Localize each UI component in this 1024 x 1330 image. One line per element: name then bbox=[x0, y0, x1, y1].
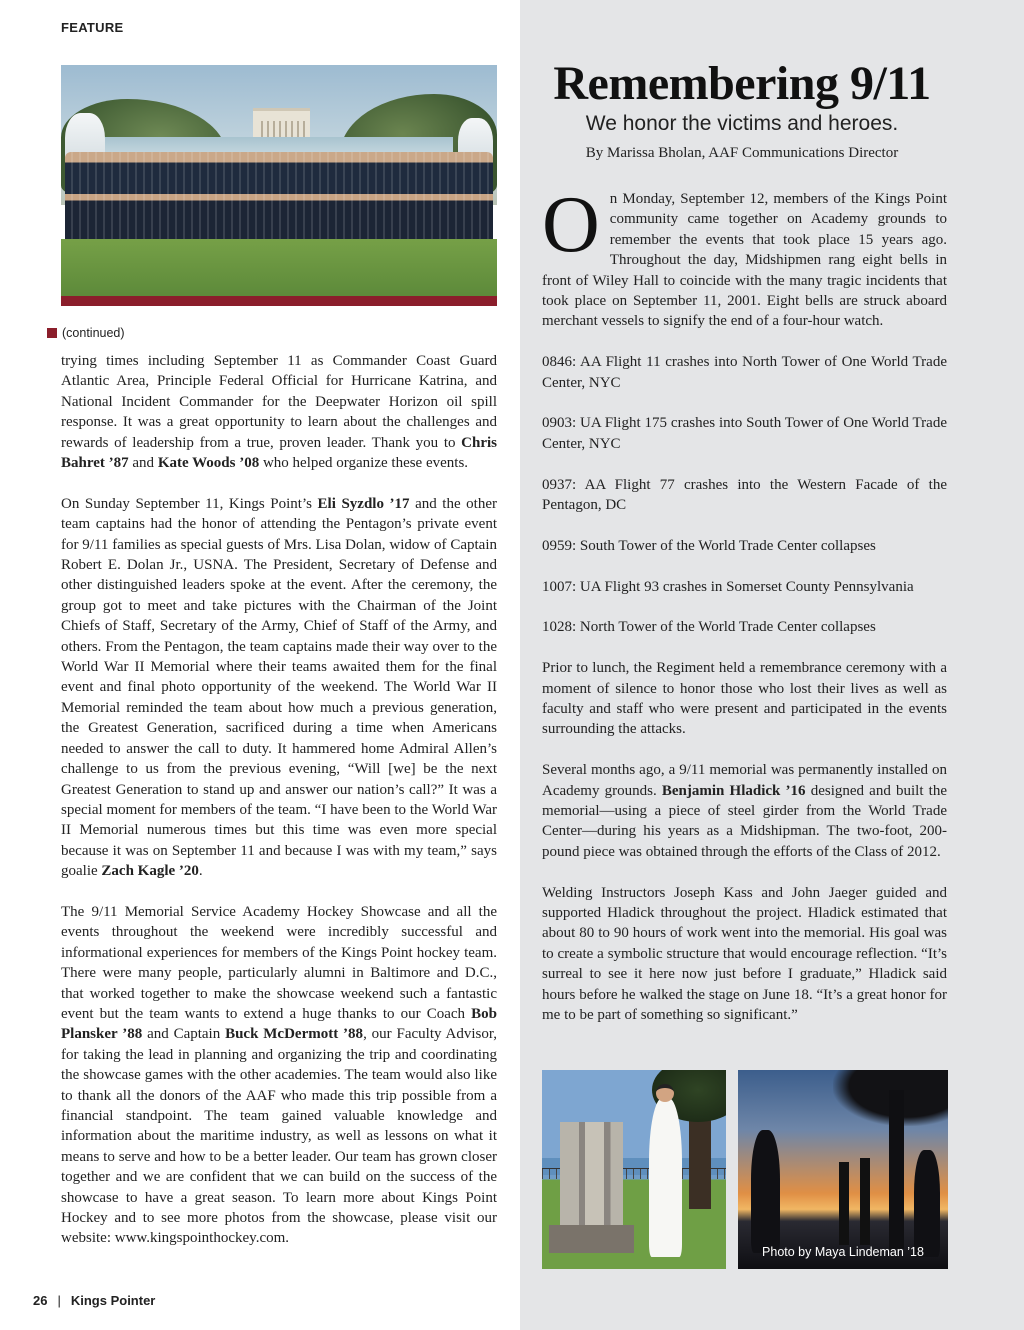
timeline-item: 1028: North Tower of the World Trade Center collapses bbox=[542, 619, 876, 636]
continued-label: (continued) bbox=[47, 326, 125, 340]
article-subtitle: We honor the victims and heroes. bbox=[585, 112, 899, 135]
right-article-column bbox=[542, 181, 947, 1046]
timeline-item: 0937: AA Flight 77 crashes into the Western Facade of the Pentagon, DC bbox=[542, 476, 947, 514]
memorial-photo bbox=[542, 1070, 726, 1269]
timeline-item: 0846: AA Flight 11 crashes into North Tower of One World Trade Center, NYC bbox=[542, 354, 947, 391]
publication-name: Kings Pointer bbox=[70, 1293, 156, 1308]
paragraph: Welding Instructors Joseph Kass and John Jaeger guided and supported Hladick throughout the project. Hladick estimated that about 80 to 90 hours of work went into the memorial. His goal was to create a symbolic structure that would encourage reflection. “It’s surreal to see it here now just before I graduate,” Hladick said hours before he walked the stage on June 18. “It’s a great honor for me to be part of something so significant.” bbox=[542, 884, 947, 1024]
paragraph: Prior to lunch, the Regiment held a remembrance ceremony with a moment of silence to honor those who lost their lives as well as faculty and staff who were present and participated in the events surrounding the attacks. bbox=[542, 660, 947, 738]
accent-square-icon bbox=[47, 328, 57, 338]
left-article-column bbox=[61, 351, 497, 1269]
sunset-ceremony-photo bbox=[738, 1070, 948, 1269]
article-byline: By Marissa Bholan, AAF Communications Director bbox=[585, 145, 899, 161]
page-footer bbox=[33, 1293, 155, 1308]
page-number: 26 bbox=[33, 1293, 48, 1308]
section-label: FEATURE bbox=[61, 20, 124, 35]
paragraph: Several months ago, a 9/11 memorial was permanently installed on Academy grounds. Benjamin Hladick ’16 designed and built the memorial—using a piece of steel girder from the World Trade Center—during his years as a Midshipman. The two-foot, 200-pound piece was obtained through the efforts of the Class of 2012. bbox=[542, 762, 947, 860]
paragraph: The 9/11 Memorial Service Academy Hockey Showcase and all the events throughout the weekend were incredibly successful and informational experiences for members of the Kings Point hockey team. There were many people, particularly alumni in Baltimore and D.C., that worked together to make the showcase weekend such a fantastic event but the team wants to extend a huge thanks to our Coach Bob Plansker ’88 and Captain Buck McDermott ’88, our Faculty Advisor, for taking the lead in planning and organizing the trip and coordinating the showcase games with the other academies. The team would also like to thank all the donors of the AAF who made this trip possible from a financial standpoint. The team gained valuable knowledge and information about the maritime industry, as well as lessons on what it means to serve and how to be a better leader. Our team has grown closer together and we are confident that we can build on the success of the showcase to have a great season. To learn more about Kings Point Hockey and to see more photos from the showcase, please visit our website: www.kingspointhockey.com. bbox=[61, 903, 497, 1247]
paragraph: On Sunday September 11, Kings Point’s Eli Syzdlo ’17 and the other team captains had the honor of attending the Pentagon’s private event for 9/11 families as special guests of Mrs. Lisa Dolan, widow of Captain Robert E. Dolan Jr., USNA. The President, Secretary of Defense and other distinguished leaders spoke at the event. After the ceremony, the group got to meet and take pictures with the Chairman of the Joint Chiefs of Staff, Secretary of the Army, Chief of Staff of the Army, and others. From the Pentagon, the team captains made their way over to the World War II Memorial where their teams awaited them for the final event and final photo opportunity of the weekend. The World War II Memorial reminded the team about how much a previous generation, the Greatest Generation, sacrificed during a time when Americans needed to answer the call to duty. It hammered home Admiral Allen’s challenge to us from the previous evening, “Will [we] be the next Greatest Generation to stand up and answer our nation’s call?” It was a special moment for members of the team. “I have been to the World War II Memorial numerous times but this time was even more special because it was on September 11 and because I was with my team,” says goalie Zach Kagle ’20. bbox=[61, 495, 497, 880]
paragraph: trying times including September 11 as Commander Coast Guard Atlantic Area, Principle Federal Official for Hurricane Katrina, and National Incident Commander for the Deepwater Horizon oil spill response. It was a great opportunity to learn about the challenges and rewards of leadership from a true, proven leader. Thank you to Chris Bahret ’87 and Kate Woods ’08 who helped organize these events. bbox=[61, 353, 497, 472]
intro-paragraph: On Monday, September 12, members of the Kings Point community came together on Academy grounds to remember the events that took place 15 years ago. Throughout the day, Midshipmen rang eight bells in front of Wiley Hall to coincide with the many tragic incidents that took place on September 11, 2001. Eight bells are struck aboard merchant vessels to signify the end of a four-hour watch. bbox=[542, 181, 947, 330]
timeline-item: 1007: UA Flight 93 crashes in Somerset County Pennsylvania bbox=[542, 578, 914, 595]
timeline-item: 0959: South Tower of the World Trade Center collapses bbox=[542, 537, 876, 554]
photo-credit: Photo by Maya Lindeman ’18 bbox=[762, 1245, 924, 1259]
team-group-photo bbox=[61, 65, 497, 306]
footer-separator: | bbox=[57, 1293, 61, 1308]
drop-cap: O bbox=[542, 181, 600, 269]
article-title: Remembering 9/11 bbox=[553, 57, 931, 110]
timeline-item: 0903: UA Flight 175 crashes into South Tower of One World Trade Center, NYC bbox=[542, 415, 947, 452]
